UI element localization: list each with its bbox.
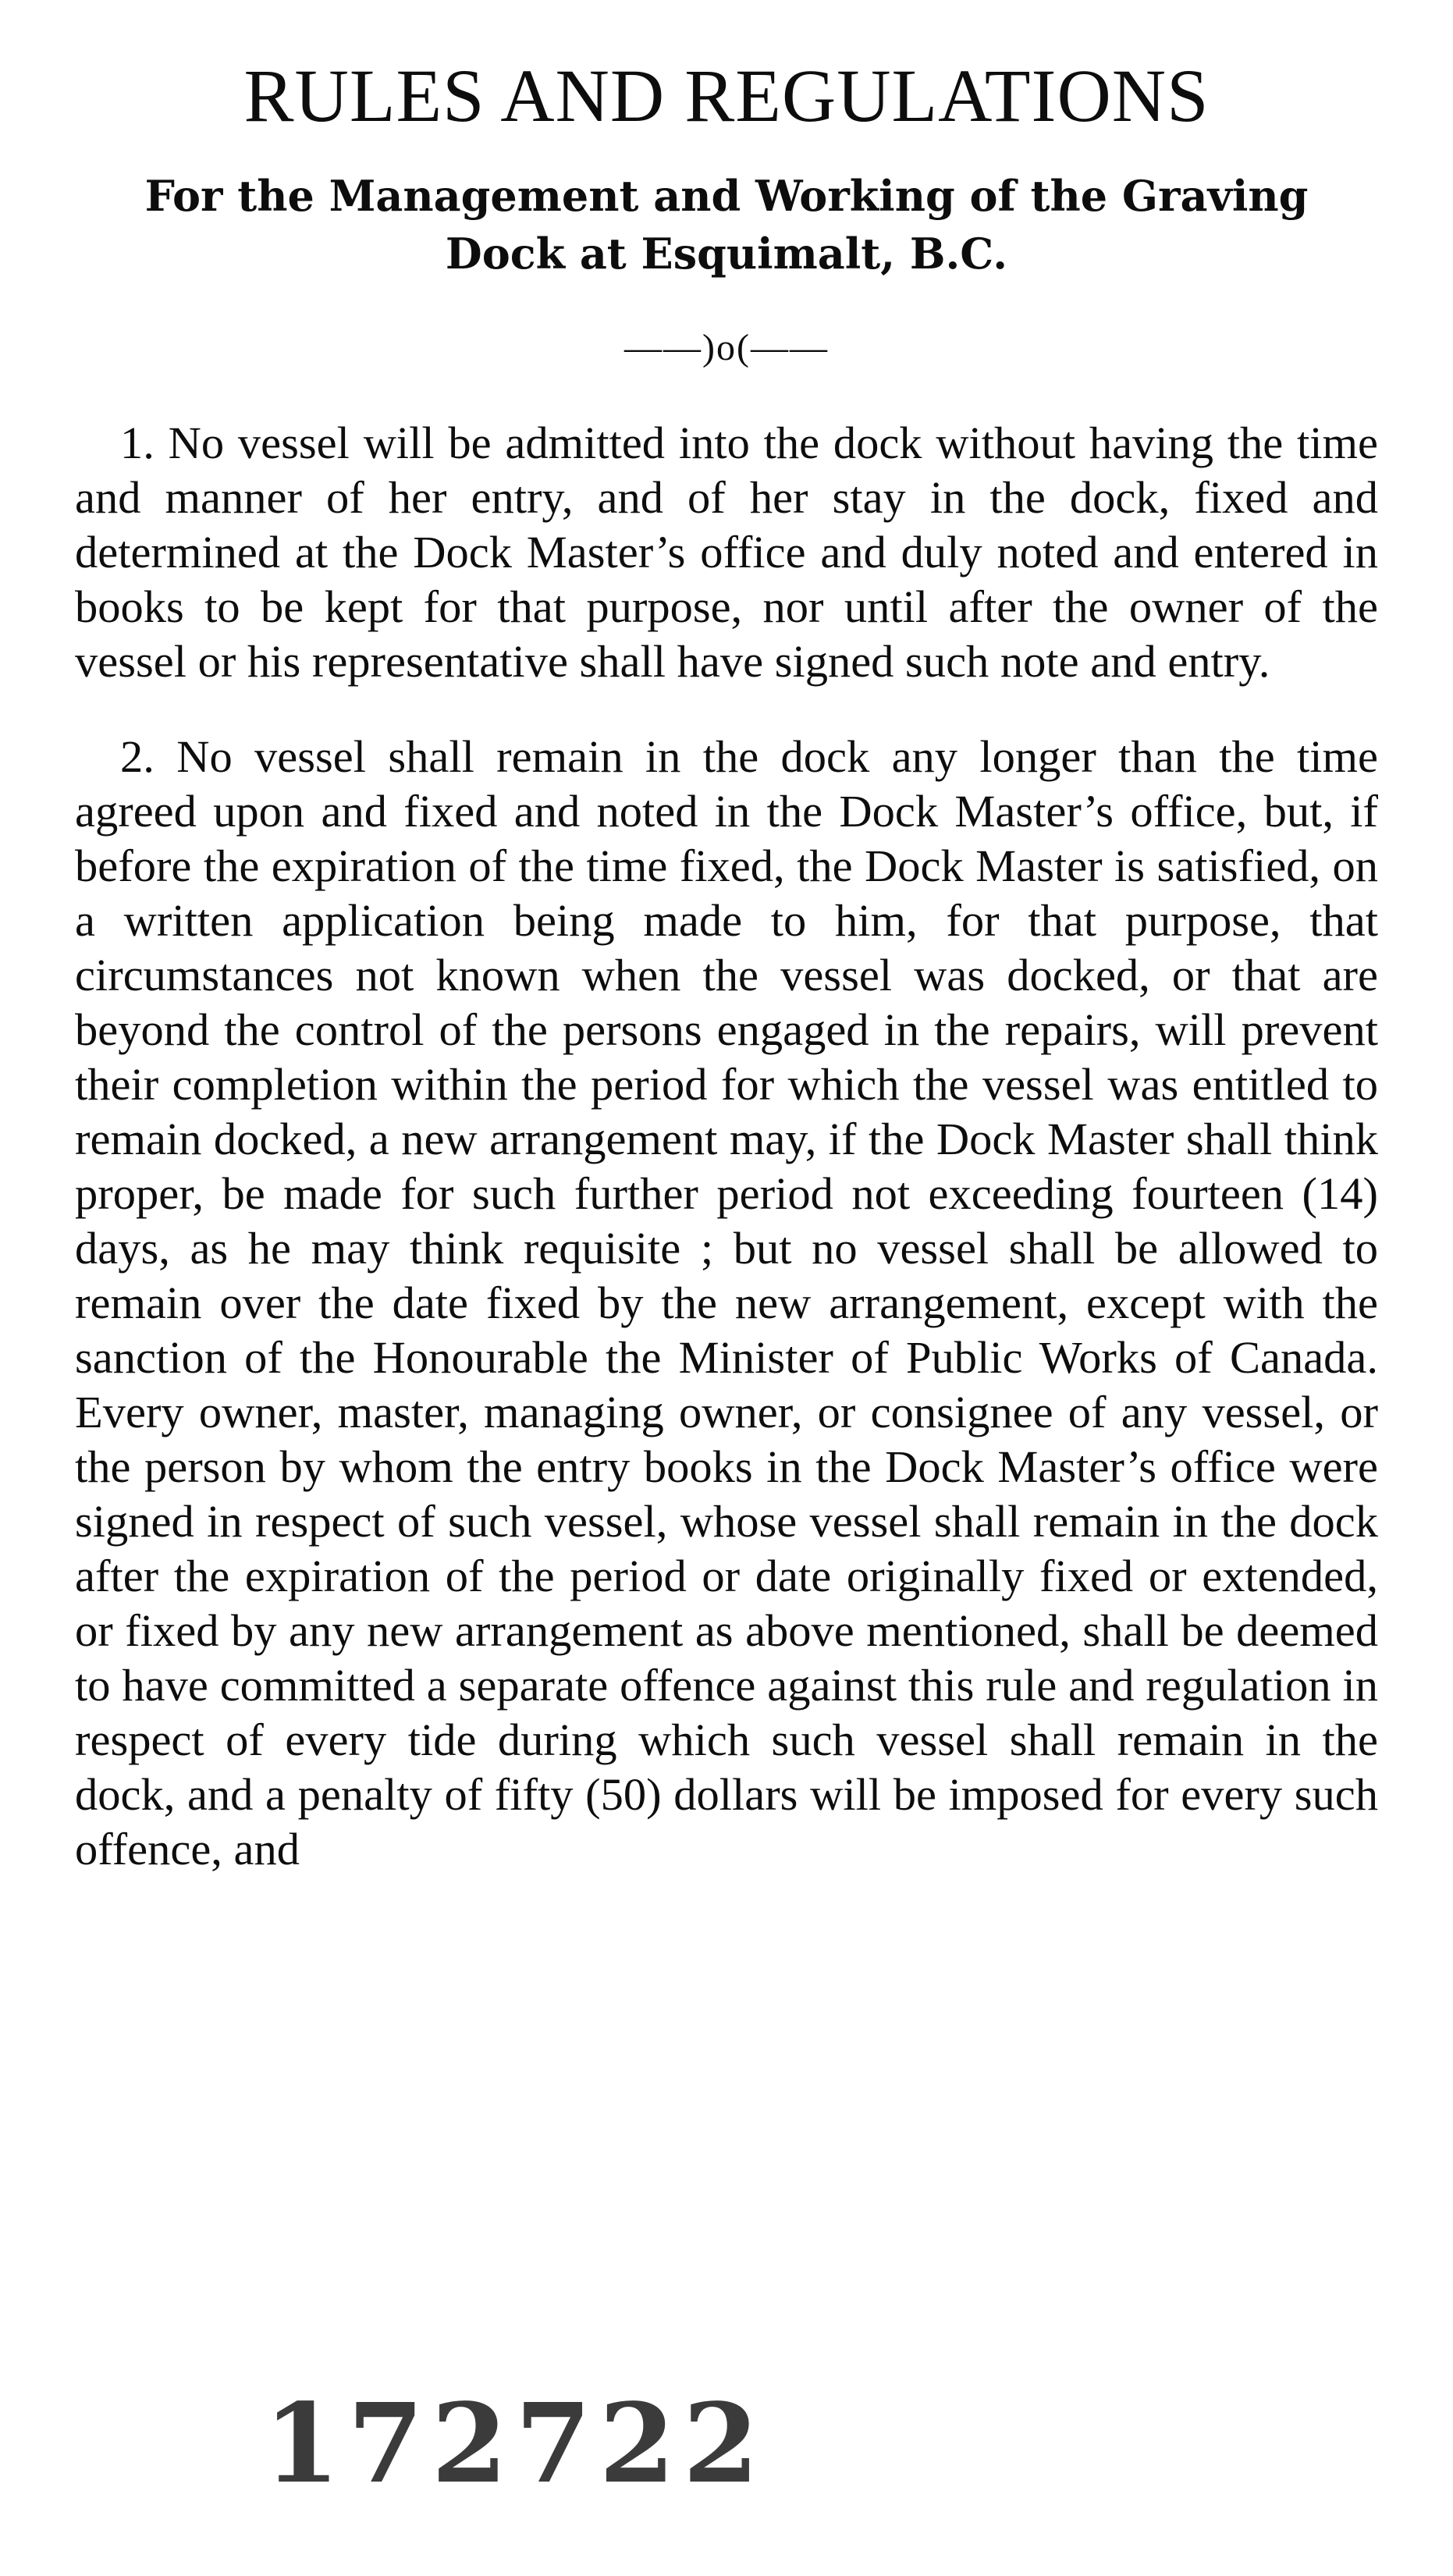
- accession-number-stamp: 172722: [264, 2380, 767, 2508]
- rule-paragraph-1: 1. No vessel will be admitted into the dock without having the time and manner of her entry, and of her stay in the dock, fixed and determined at the Dock Master’s office and duly noted and entered in books to be kept for that purpose, nor until after the owner of the vessel or his representative shall have signed such note and entry.: [75, 417, 1378, 687]
- rule-paragraph-2: 2. No vessel shall remain in the dock any longer than the time agreed upon and fixed and noted in the Dock Master’s office, but, if before the expiration of the time fixed, the Dock Master is satisfied, on a written application being made to him, for that purpose, that circumstances not known when the vessel was docked, or that are beyond the control of the persons engaged in the repairs, will prevent their completion within the period for which the vessel was entitled to remain docked, a new arrangement may, if the Dock Master shall think proper, be made for such further period not exceeding fourteen (14) days, as he may think requisite ; but no vessel shall be allowed to remain over the date fixed by the new arrangement, except with the sanction of the Honourable the Minister of Public Works of Canada. Every owner, master, managing owner, or consignee of any vessel, or the person by whom the entry books in the Dock Master’s office were signed in respect of such vessel, whose vessel shall remain in the dock after the expiration of the period or date originally fixed or extended, or fixed by any new arrangement as above mentioned, shall be deemed to have committed a separate offence against this rule and regulation in respect of every tide during which such vessel shall remain in the dock, and a penalty of fifty (50) dollars will be imposed for every such offence, and: [75, 730, 1378, 1874]
- section-divider: ——)o(——: [624, 326, 829, 368]
- document-subtitle: For the Management and Working of the Graving Dock at Esquimalt, B.C.: [144, 170, 1309, 279]
- document-title: RULES AND REGULATIONS: [243, 54, 1210, 137]
